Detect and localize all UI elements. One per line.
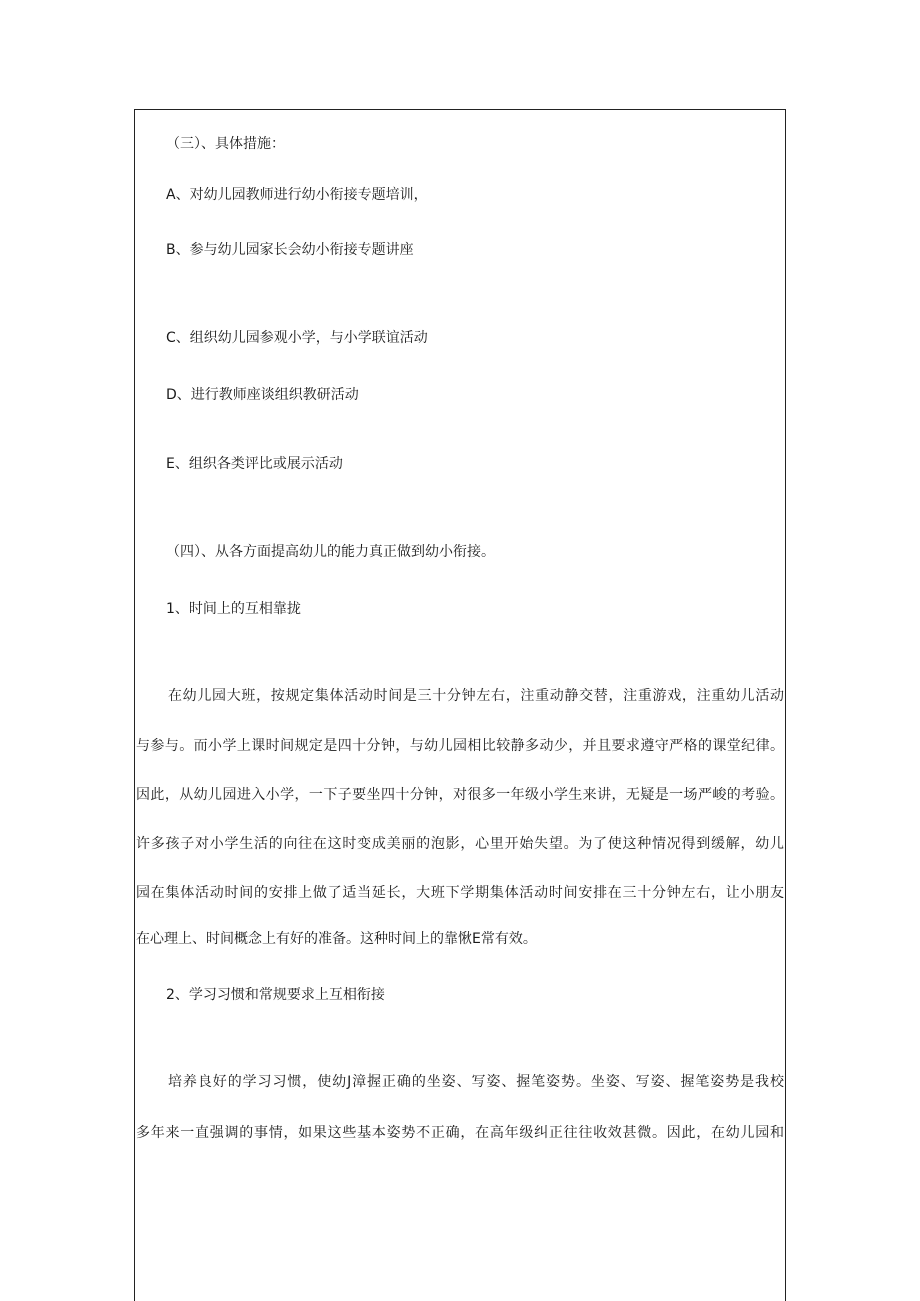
paragraph-line: 园在集体活动时间的安排上做了适当延长，大班下学期集体活动时间安排在三十分钟左右，让小朋友 [136, 885, 784, 901]
paragraph-line: 因此，从幼儿园进入小学，一下子要坐四十分钟，对很多一年级小学生来讲，无疑是一场严峻的考验。 [136, 787, 784, 803]
paragraph-line: 多年来一直强调的事情，如果这些基本姿势不正确，在高年级纠正往往收效甚微。因此，在幼儿园和 [136, 1125, 784, 1141]
subsection-2-title: 2、学习习惯和常规要求上互相衔接 [166, 987, 385, 1003]
measure-item-c: C、组织幼儿园参观小学，与小学联谊活动 [166, 330, 428, 346]
measure-item-d: D、进行教师座谈组织教研活动 [166, 387, 359, 403]
section-4-heading: （四）、从各方面提高幼儿的能力真正做到幼小衔接。 [166, 544, 495, 560]
measure-item-b: B、参与幼儿园家长会幼小衔接专题讲座 [166, 242, 414, 258]
paragraph-line: 与参与。而小学上课时间规定是四十分钟，与幼儿园相比较静多动少，并且要求遵守严格的课堂纪律。 [136, 738, 784, 754]
subsection-1-title: 1、时间上的互相靠拢 [166, 601, 301, 617]
paragraph-line: 在幼儿园大班，按规定集体活动时间是三十分钟左右，注重动静交替，注重游戏，注重幼儿活动 [168, 688, 784, 704]
section-3-heading: （三）、具体措施： [166, 136, 285, 152]
paragraph-line: 在心理上、时间概念上有好的准备。这种时间上的靠愀E常有效。 [136, 931, 537, 947]
measure-item-a: A、对幼儿园教师进行幼小衔接专题培训， [166, 187, 428, 203]
paragraph-line: 培养良好的学习习惯，使幼J漳握正确的坐姿、写姿、握笔姿势。坐姿、写姿、握笔姿势是我校 [168, 1074, 784, 1090]
paragraph-line: 许多孩子对小学生活的向往在这时变成美丽的泡影，心里开始失望。为了使这种情况得到缓解，幼儿 [136, 836, 784, 852]
measure-item-e: E、组织各类评比或展示活动 [166, 456, 343, 472]
